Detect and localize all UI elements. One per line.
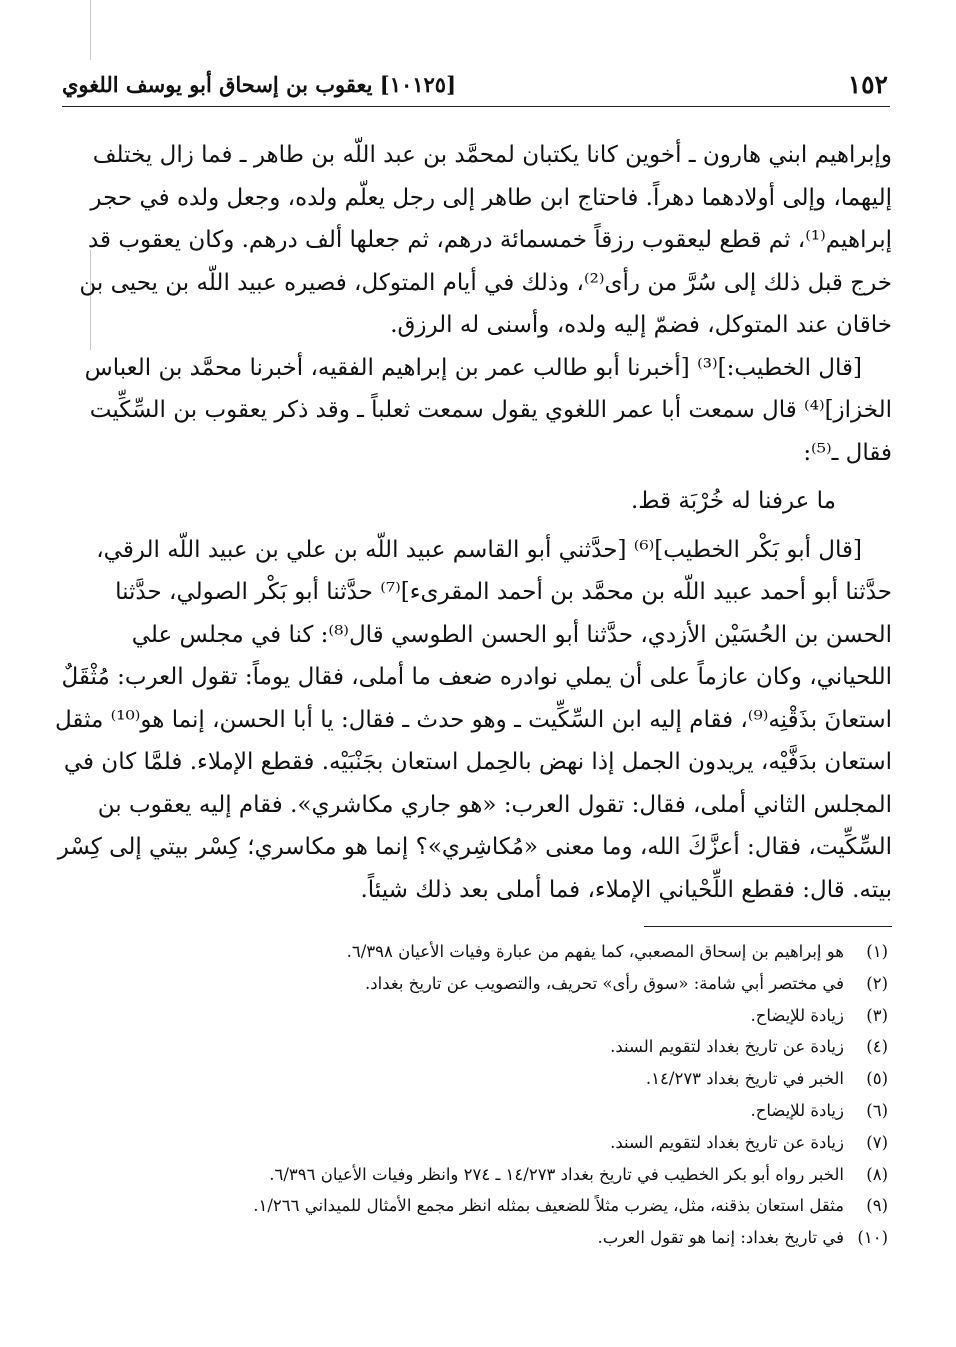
text-line: وإبراهيم ابني هارون ـ أخوين كانا يكتبان لمحمَّد بن عبد اللّه بن طاهر ـ فما زال يختلف: [92, 142, 892, 168]
text-line: الحسن بن الحُسَيْن الأزدي، حدَّثنا أبو الحسن الطوسي قال⁽⁸⁾: كنا في مجلس علي: [131, 621, 892, 648]
page-header: [62, 64, 890, 107]
text-line: فقال ـ⁽⁵⁾:: [803, 439, 892, 466]
text-line: [قال أبو بَكْر الخطيب]⁽⁶⁾ [حدَّثني أبو القاسم عبيد اللّه بن علي بن عبيد اللّه الرقي،: [96, 536, 862, 563]
text-line: اللحياني، وكان عازماً على أن يملي نوادره ضعف ما أملى، فقال يوماً: تقول العرب: مُثْقَلٌ: [61, 664, 892, 690]
footnote-number: (٨): [866, 1164, 888, 1184]
footnote: [62, 1159, 888, 1191]
footnote-text: في تاريخ بغداد: إنما هو تقول العرب.: [597, 1228, 844, 1248]
footnote: [62, 1222, 888, 1254]
footnote: [62, 1031, 888, 1063]
text-line: إليهما، وإلى أولادهما دهراً. فاحتاج ابن طاهر إلى رجل يعلّم ولده، وجعل ولده في حجر: [90, 184, 892, 211]
footnote-number: (١): [866, 942, 888, 961]
footnote: [62, 1000, 888, 1032]
footnote-number: (٢): [866, 973, 888, 993]
footnote-number: (٦): [866, 1100, 888, 1120]
footnote: [62, 1190, 888, 1222]
footnote-text: هو إبراهيم بن إسحاق المصعبي، كما يفهم من عبارة وفيات الأعيان ٦/٣٩٨.: [346, 942, 844, 961]
footnote-text: الخبر في تاريخ بغداد ١٤/٢٧٣.: [645, 1069, 844, 1089]
footnote-number: (٤): [866, 1037, 888, 1057]
text-line: السِّكِّيت، فقال: أعزَّكَ الله، وما معنى «مُكاشِري»؟ إنما هو مكاسري؛ كِسْر بيتي إلى كِسْر: [57, 834, 892, 860]
footnote-number: (٥): [866, 1069, 888, 1089]
text-line: استعان بدَفَّيْه، يريدون الجمل إذا نهض بالحِمل استعان بجَنْبَيْه. فقطع الإملاء. فلمَّا كان في: [63, 749, 892, 775]
text-line: الخزاز]⁽⁴⁾ قال سمعت أبا عمر اللغوي يقول سمعت ثعلباً ـ وقد ذكر يعقوب بن السِّكِّيت: [89, 397, 892, 423]
footnote-text: زيادة عن تاريخ بغداد لتقويم السند.: [610, 1037, 844, 1057]
footnote-text: مثقل استعان بذقنه، مثل، يضرب مثلاً للضعيف بمثله انظر مجمع الأمثال للميداني ١/٢٦٦.: [253, 1196, 844, 1216]
footnote-text: زيادة للإيضاح.: [750, 1005, 844, 1025]
running-title: [١٠١٢٥] يعقوب بن إسحاق أبو يوسف اللغوي: [62, 72, 457, 97]
text-line: خرج قبل ذلك إلى سُرَّ من رأى⁽²⁾، وذلك في أيام المتوكل، فصيره عبيد اللّه بن يحيى بن: [79, 269, 892, 296]
footnote: [62, 1127, 888, 1159]
text-line: [قال الخطيب:]⁽³⁾ [أخبرنا أبو طالب عمر بن إبراهيم الفقيه، أخبرنا محمَّد بن العباس: [84, 354, 862, 381]
footnotes: [62, 936, 888, 1254]
footnote: [62, 968, 888, 1000]
footnote-number: (٧): [866, 1132, 888, 1152]
footnote-text: زيادة عن تاريخ بغداد لتقويم السند.: [610, 1132, 844, 1152]
footnote-number: (٣): [866, 1005, 888, 1025]
footnote: [62, 1063, 888, 1095]
footnote-text: زيادة للإيضاح.: [750, 1100, 844, 1120]
footnote-number: (٩): [866, 1196, 888, 1216]
text-line: بيته. قال: فقطع اللِّحْياني الإملاء، فما أملى بعد ذلك شيئاً.: [360, 876, 892, 903]
page-number: ١٥٢: [847, 70, 888, 99]
footnote: [62, 936, 888, 968]
footnote-text: في مختصر أبي شامة: «سوق رأى» تحريف، والتصويب عن تاريخ بغداد.: [365, 973, 844, 993]
quoted-line: ما عرفنا له خُرْبَة قط.: [630, 488, 836, 514]
footnote-number: (١٠): [857, 1228, 888, 1248]
text-line: إبراهيم⁽¹⁾، ثم قطع ليعقوب رزقاً خمسمائة درهم، ثم جعلها ألف درهم. وكان يعقوب قد: [87, 227, 892, 253]
text-line: استعانَ بذَقْنِه⁽⁹⁾، فقام إليه ابن السِّكِّيت ـ وهو حدث ـ فقال: يا أبا الحسن، إنما هو⁽¹⁰⁾ مثقل: [55, 706, 892, 733]
text-line: المجلس الثاني أملى، فقال: تقول العرب: «هو جاري مكاشري». فقام إليه يعقوب بن: [97, 791, 892, 818]
text-line: خاقان عند المتوكل، فضمّ إليه ولده، وأسنى له الرزق.: [390, 312, 892, 338]
scan-artifact-line: [90, 0, 91, 60]
main-text: [55, 134, 892, 911]
text-line: حدَّثنا أبو أحمد عبيد اللّه بن محمَّد بن أحمد المقرىء]⁽⁷⁾ حدَّثنا أبو بَكْر الصولي، حدَّثنا: [115, 579, 892, 605]
footnote-text: الخبر رواه أبو بكر الخطيب في تاريخ بغداد ١٤/٢٧٣ ـ ٢٧٤ وانظر وفيات الأعيان ٦/٣٩٦.: [269, 1164, 844, 1184]
footnote-divider: [644, 926, 892, 927]
footnote: [62, 1095, 888, 1127]
